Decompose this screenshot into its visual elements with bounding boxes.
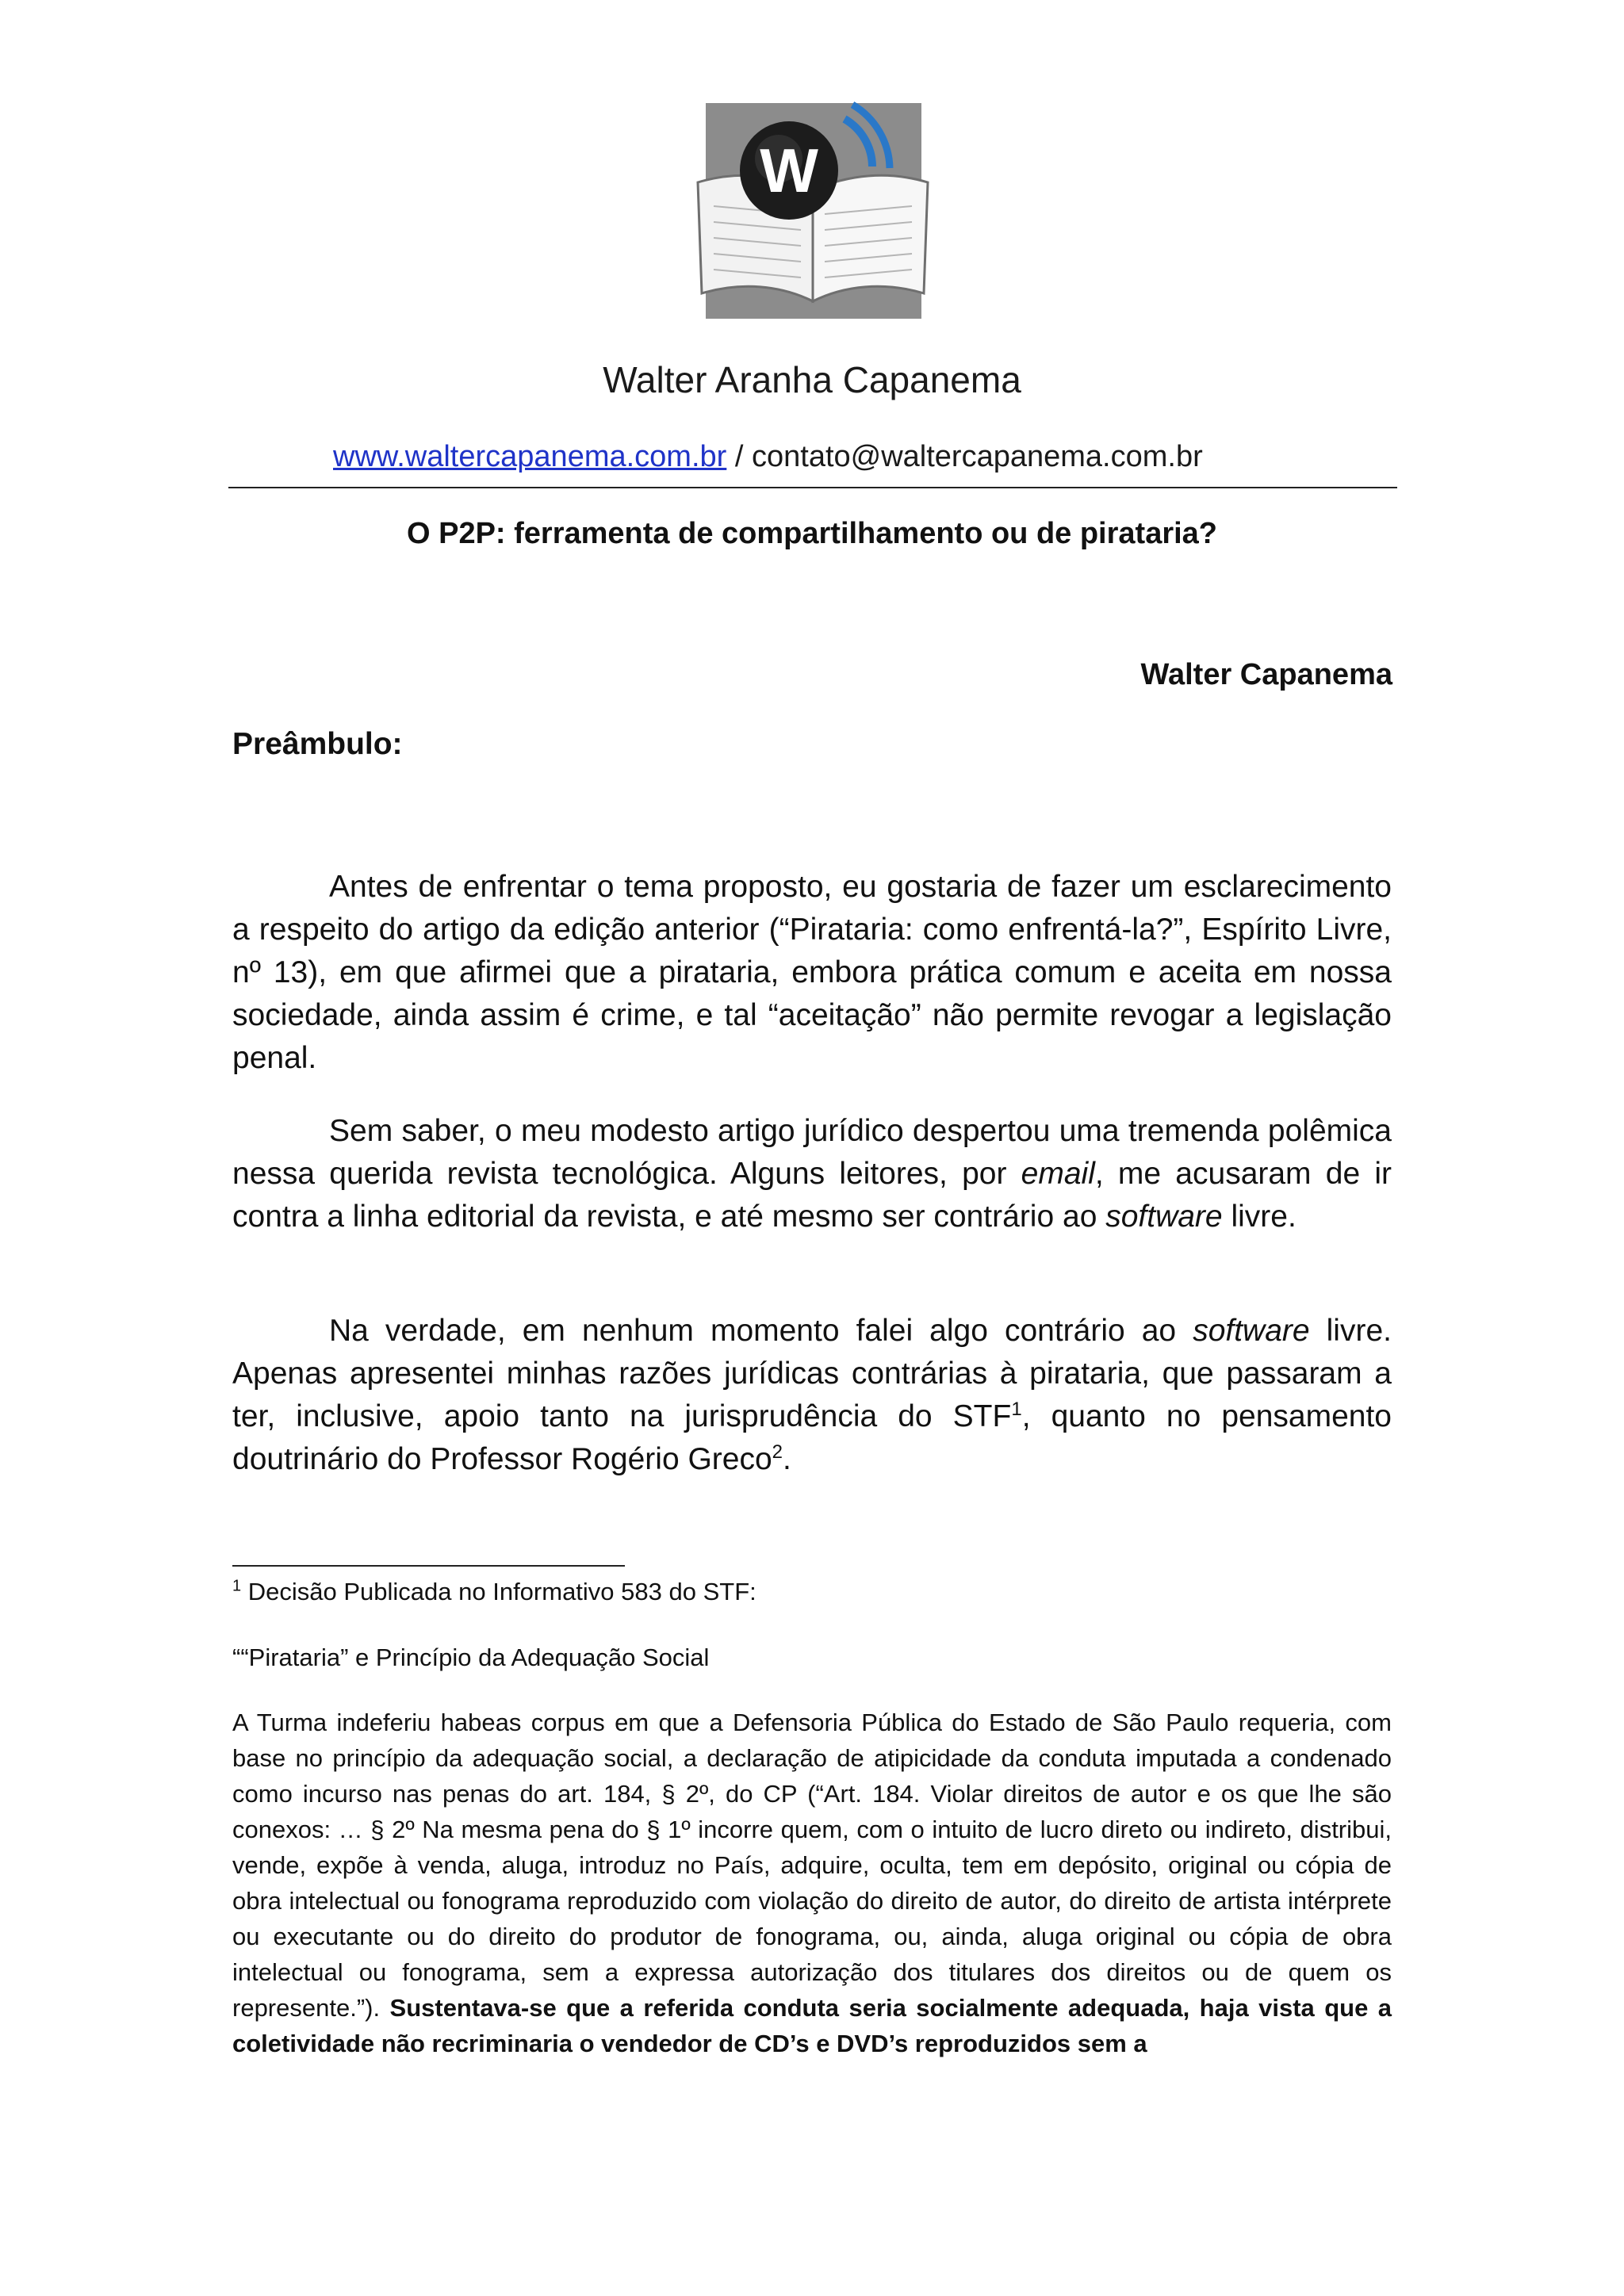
footnote-marker: 1 bbox=[232, 1577, 242, 1595]
svg-text:W: W bbox=[760, 136, 818, 205]
footnote-subtitle: ““Pirataria” e Princípio da Adequação Social bbox=[232, 1644, 710, 1671]
footnote-ref-2[interactable]: 2 bbox=[772, 1441, 783, 1463]
emphasis-software: software bbox=[1105, 1200, 1223, 1234]
section-heading: Preâmbulo: bbox=[232, 727, 403, 761]
article-title: O P2P: ferramenta de compartilhamento ou de pirataria? bbox=[406, 517, 1218, 550]
open-book-wifi-logo bbox=[690, 95, 936, 325]
paragraph-2: Sem saber, o meu modesto artigo jurídico despertou uma tremenda polêmica nessa querida revista tecnológica. Alguns leitores, por email, me acusaram de ir contra a linha editorial da revista, e até mesmo ser contrário ao software livre. bbox=[232, 1114, 1392, 1234]
footnote-divider bbox=[232, 1565, 625, 1567]
emphasis-software: software bbox=[1193, 1314, 1310, 1348]
website-link[interactable]: www.waltercapanema.com.br bbox=[333, 440, 727, 473]
contact-separator: / bbox=[726, 440, 752, 473]
contact-line bbox=[333, 440, 1203, 474]
site-name: Walter Aranha Capanema bbox=[603, 359, 1021, 400]
footnote-ref-1[interactable]: 1 bbox=[1011, 1399, 1022, 1420]
footnote-1: $^1$ Decisão Publicada no Informativo 583 do STF: bbox=[232, 1577, 756, 1605]
header-divider bbox=[228, 487, 1397, 488]
emphasis-email: email bbox=[1021, 1157, 1095, 1191]
footnote-bold-text: Sustentava-se que a referida conduta seria socialmente adequada, haja vista que a coletividade não recriminaria o vendedor de CD’s e DVD’s reproduzidos sem a bbox=[232, 1994, 1392, 2057]
article-author: Walter Capanema bbox=[1140, 658, 1392, 691]
paragraph-1: Antes de enfrentar o tema proposto, eu gostaria de fazer um esclarecimento a respeito do artigo da edição anterior (“Pirataria: como enfrentá-la?”, Espírito Livre, nº 13), em que afirmei que a pirataria, embora prática comum e aceita em nossa sociedade, ainda assim é crime, e tal “aceitação” não permite revogar a legislação penal. bbox=[232, 870, 1392, 1075]
contact-email: contato@waltercapanema.com.br bbox=[752, 440, 1203, 473]
footnote-body: A Turma indeferiu habeas corpus em que a Defensoria Pública do Estado de São Paulo requeria, com base no princípio da adequação social, a declaração de atipicidade da conduta imputada a condenado como incurso nas penas do art. 184, § 2º, do CP (“Art. 184. Violar direitos de autor e os que lhe são conexos: … § 2º Na mesma pena do § 1º incorre quem, com o intuito de lucro direto ou indireto, distribui, vende, expõe à venda, aluga, introduz no País, adquire, oculta, tem em depósito, original ou cópia de obra intelectual ou fonograma reproduzido com violação do direito de autor, do direito de artista intérprete ou executante ou do direito do produtor de fonograma, ou, ainda, aluga original ou cópia de obra intelectual ou fonograma, sem a expressa autorização dos titulares dos direitos ou de quem os represente.”). Sustentava-se que a referida conduta seria socialmente adequada, haja vista que a coletividade não recriminaria o vendedor de CD’s e DVD’s reproduzidos sem a bbox=[232, 1709, 1392, 2057]
paragraph-3: Na verdade, em nenhum momento falei algo contrário ao software livre. Apenas apresentei minhas razões jurídicas contrárias à pirataria, que passaram a ter, inclusive, apoio tanto na jurisprudência do STF$^1$, quanto no pensamento doutrinário do Professor Rogério Greco$^2$. bbox=[232, 1314, 1392, 1476]
